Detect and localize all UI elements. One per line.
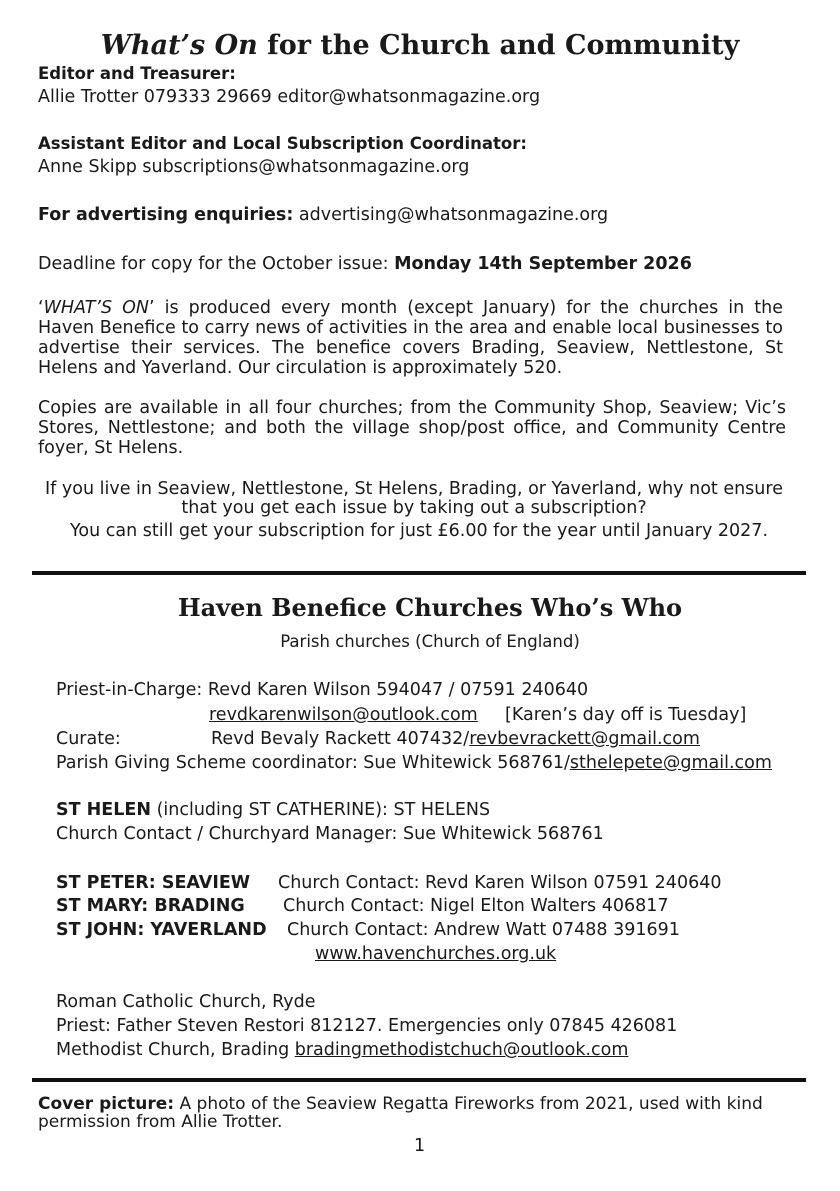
cover-text: A photo of the Seaview Regatta Fireworks from 2021, used with kind permission from Allie Trotter. [38,1094,763,1132]
curate-label: Curate: [56,729,121,749]
cover-caption [38,1095,783,1131]
methodist-email[interactable]: bradingmethodistchuch@outlook.com [294,1040,629,1060]
advertising-line [38,205,608,225]
whoswho-subtitle: Parish churches (Church of England) [280,632,580,651]
st-helen-name: ST HELEN [56,800,151,820]
rc-church: Roman Catholic Church, Ryde [56,992,316,1012]
advertising-label: For advertising enquiries: [38,205,294,225]
methodist-line [56,1040,628,1060]
deadline-date: Monday 14th September 2026 [394,254,692,274]
curate-line [211,729,700,749]
methodist-label: Methodist Church, Brading [56,1040,295,1060]
copies-paragraph: Copies are available in all four churches; from the Community Shop, Seaview; Vic’s Stores, Nettlestone; and both the village shop/post office, and Community Centre foyer, St Helens. [38,398,786,458]
intro-paragraph [38,298,783,378]
giving-label: Parish Giving Scheme coordinator: Sue Whitewick 568761/ [56,753,570,773]
church-contact-seaview: Church Contact: Revd Karen Wilson 07591 240640 [278,873,722,893]
divider-top [32,571,806,575]
subscribe-line-2: that you get each issue by taking out a subscription? [181,498,647,518]
curate-name: Revd Bevaly Rackett 407432/ [211,729,470,749]
st-helen-rest: (including ST CATHERINE): ST HELENS [151,800,491,820]
subscribe-line-3: You can still get your subscription for just £6.00 for the year until January 2027. [70,521,769,541]
cover-label: Cover picture: [38,1094,175,1114]
priest-line: Priest-in-Charge: Revd Karen Wilson 594047 / 07591 240640 [56,680,589,700]
assistant-label: Assistant Editor and Local Subscription Coordinator: [38,134,527,153]
website-link[interactable]: www.havenchurches.org.uk [315,944,557,964]
subscribe-line-1: If you live in Seaview, Nettlestone, St Helens, Brading, or Yaverland, why not ensure [45,479,783,499]
priest-note: [Karen’s day off is Tuesday] [505,705,747,725]
whoswho-title: Haven Benefice Churches Who’s Who [177,593,683,622]
page-number: 1 [414,1136,426,1156]
st-helen-line [56,800,490,820]
divider-bottom [32,1078,806,1082]
intro-quote: ‘ [38,298,44,318]
deadline-line [38,254,692,274]
advertising-email: advertising@whatsonmagazine.org [293,205,609,225]
curate-email[interactable]: revbevrackett@gmail.com [469,729,700,749]
assistant-line: Anne Skipp subscriptions@whatsonmagazine.org [38,157,470,177]
church-contact-yaverland: Church Contact: Andrew Watt 07488 391691 [287,920,680,940]
title-rest: for the Church and Community [257,30,740,61]
st-helen-contact: Church Contact / Churchyard Manager: Sue Whitewick 568761 [56,824,604,844]
priest-email[interactable]: revdkarenwilson@outlook.com [209,705,478,725]
deadline-text: Deadline for copy for the October issue: [38,254,395,274]
intro-text: ’ is produced every month (except January) for the churches in the Haven Benefice to carry news of activities in the area and enable local businesses to advertise their services. The benefice covers Brading, Seaview, Nettlestone, St Helens and Yaverland. Our circulation is approximately 520. [38,298,783,378]
rc-priest: Priest: Father Steven Restori 812127. Emergencies only 07845 426081 [56,1016,678,1036]
church-name-brading: ST MARY: BRADING [56,896,245,916]
church-contact-brading: Church Contact: Nigel Elton Walters 406817 [283,896,669,916]
page-title [0,30,840,61]
editor-line: Allie Trotter 079333 29669 editor@whatsonmagazine.org [38,87,541,107]
intro-magazine-name: WHAT’S ON [43,298,149,318]
giving-line [56,753,772,773]
giving-email[interactable]: sthelepete@gmail.com [569,753,772,773]
church-name-seaview: ST PETER: SEAVIEW [56,873,251,893]
editor-label: Editor and Treasurer: [38,64,236,83]
title-italic: What’s On [100,30,258,61]
church-name-yaverland: ST JOHN: YAVERLAND [56,920,267,940]
